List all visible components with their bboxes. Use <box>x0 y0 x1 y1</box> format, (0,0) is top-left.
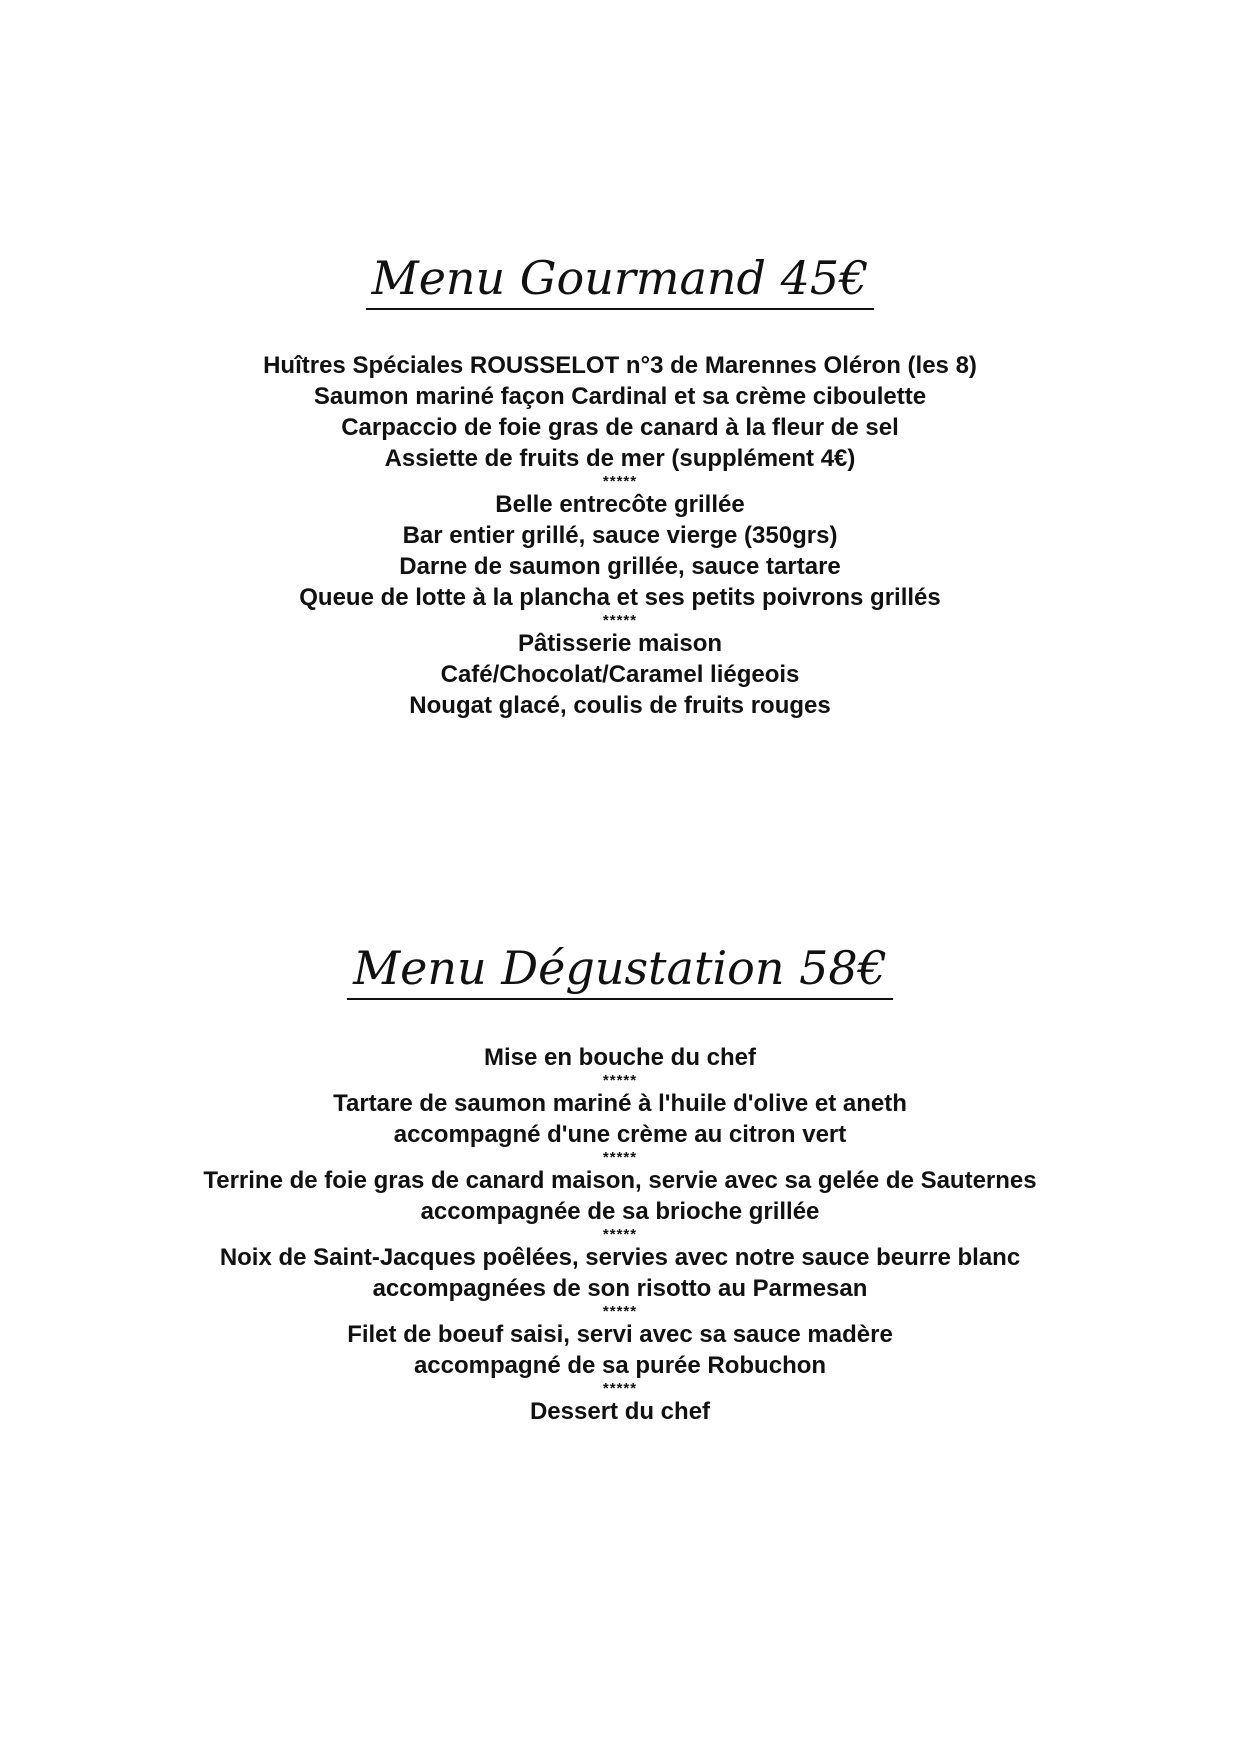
menu-line: accompagné d'une crème au citron vert <box>393 1121 847 1148</box>
menu-degustation-title-text: Menu Dégustation 58€ <box>347 940 893 1000</box>
menu-line: Noix de Saint-Jacques poêlées, servies avec notre sauce beurre blanc <box>219 1244 1021 1271</box>
menu-line: Filet de boeuf saisi, servi avec sa sauce madère <box>347 1321 893 1348</box>
menu-line: Queue de lotte à la plancha et ses petits poivrons grillés <box>299 584 941 611</box>
menu-degustation-list <box>0 1042 1240 1427</box>
menu-line: accompagné de sa purée Robuchon <box>413 1352 827 1379</box>
menu-gourmand-title <box>0 250 1240 310</box>
menu-line: Pâtisserie maison <box>517 630 723 657</box>
menu-degustation-title <box>0 940 1240 1000</box>
menu-line: Saumon mariné façon Cardinal et sa crème ciboulette <box>313 383 927 410</box>
menu-line: Carpaccio de foie gras de canard à la fleur de sel <box>341 414 899 441</box>
course-separator: ***** <box>602 612 638 629</box>
menu-line: Belle entrecôte grillée <box>495 491 745 518</box>
menu-line: Bar entier grillé, sauce vierge (350grs) <box>402 522 838 549</box>
menu-line: Darne de saumon grillée, sauce tartare <box>399 553 841 580</box>
menu-line: Mise en bouche du chef <box>483 1044 757 1071</box>
menu-line: accompagnée de sa brioche grillée <box>420 1198 820 1225</box>
menu-line: Dessert du chef <box>529 1398 711 1425</box>
course-separator: ***** <box>602 1226 638 1243</box>
menu-line: Terrine de foie gras de canard maison, servie avec sa gelée de Sauternes <box>203 1167 1037 1194</box>
menu-line: Tartare de saumon mariné à l'huile d'olive et aneth <box>333 1090 907 1117</box>
course-separator: ***** <box>602 1303 638 1320</box>
course-separator: ***** <box>602 473 638 490</box>
menu-line: Huîtres Spéciales ROUSSELOT n°3 de Marennes Oléron (les 8) <box>263 352 977 379</box>
menu-line: Café/Chocolat/Caramel liégeois <box>440 661 800 688</box>
course-separator: ***** <box>602 1149 638 1166</box>
menu-line: Assiette de fruits de mer (supplément 4€) <box>384 445 856 472</box>
menu-line: accompagnées de son risotto au Parmesan <box>372 1275 868 1302</box>
menu-gourmand-title-text: Menu Gourmand 45€ <box>366 250 875 310</box>
menu-gourmand-list <box>0 350 1240 721</box>
course-separator: ***** <box>602 1380 638 1397</box>
menu-line: Nougat glacé, coulis de fruits rouges <box>409 692 831 719</box>
course-separator: ***** <box>602 1072 638 1089</box>
